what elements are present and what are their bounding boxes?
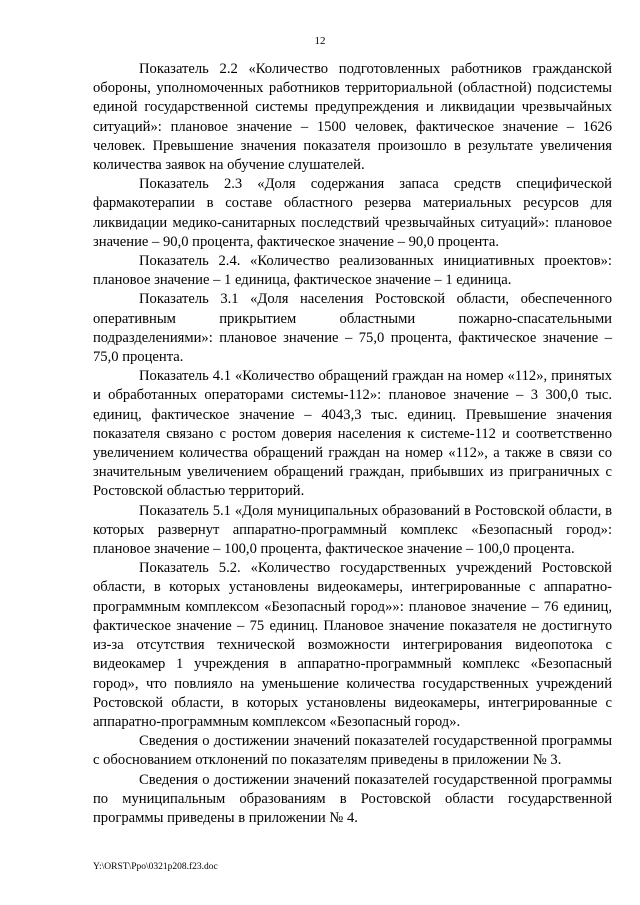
file-path-footer: Y:\ORST\Ppo\0321p208.f23.doc [93,862,218,872]
paragraph-indicator-2-3: Показатель 2.3 «Доля содержания запаса средств специфической фармакотерапии в составе областного резерва материальных ресурсов для ликвидации медико-санитарных последствий чрезвычайных ситуаций»: плановое значение – 90,0 процента, фактическое значение – 90,0 процента. [93,176,612,250]
paragraph-indicator-4-1: Показатель 4.1 «Количество обращений граждан на номер «112», принятых и обработанных операторами системы-112»: плановое значение – 3 300,0 тыс. единиц, фактическое значение – 4043,3 тыс. единиц. Превышение значения показателя связано с ростом доверия населения к системе-112 и соответственно увеличением количества обращений граждан на номер «112», а также в связи со значительным увеличением обращений граждан, прибывших из приграничных с Ростовской областью территорий. [93,368,612,500]
paragraph-indicator-3-1: Показатель 3.1 «Доля населения Ростовской области, обеспеченного оперативным прикрытием областными пожарно-спасательными подразделениями»: плановое значение – 75,0 процента, фактическое значение – 75,0 процента. [93,291,612,366]
paragraph-appendix-4: Сведения о достижении значений показателей государственной программы по муниципальным образованиям в Ростовской области государственной программы приведены в приложении № 4. [93,771,612,826]
paragraph-indicator-2-2: Показатель 2.2 «Количество подготовленных работников гражданской обороны, уполномоченных работников территориальной (областной) подсистемы единой государственной системы предупреждения и ликвидации чрезвычайных ситуаций»: плановое значение – 1500 человек, фактическое значение – 1626 человек. Превышение значения показателя произошло в результате увеличения количества заявок на обучение слушателей. [93,61,612,174]
paragraph-indicator-2-4: Показатель 2.4. «Количество реализованных инициативных проектов»: плановое значение – 1 единица, фактическое значение – 1 единица. [93,253,612,289]
document-body [93,60,612,828]
page-number: 12 [314,35,326,47]
paragraph-appendix-3: Сведения о достижении значений показателей государственной программы с обоснованием отклонений по показателям приведены в приложении № 3. [93,733,612,769]
paragraph-indicator-5-2: Показатель 5.2. «Количество государственных учреждений Ростовской области, в которых установлены видеокамеры, интегрированные с аппаратно-программным комплексом «Безопасный город»»: плановое значение – 76 единиц, фактическое значение – 75 единиц. Плановое значение показателя не достигнуто из-за отсутствия технической возможности интегрирования видеопотока с видеокамер 1 учреждения в аппаратно-программный комплекс «Безопасный город», что повлияло на уменьшение количества государственных учреждений Ростовской области, в которых установлены видеокамеры, интегрированные с аппаратно-программным комплексом «Безопасный город». [93,560,612,730]
paragraph-indicator-5-1: Показатель 5.1 «Доля муниципальных образований в Ростовской области, в которых развернут аппаратно-программный комплекс «Безопасный город»: плановое значение – 100,0 процента, фактическое значение – 100,0 процента. [93,502,612,558]
